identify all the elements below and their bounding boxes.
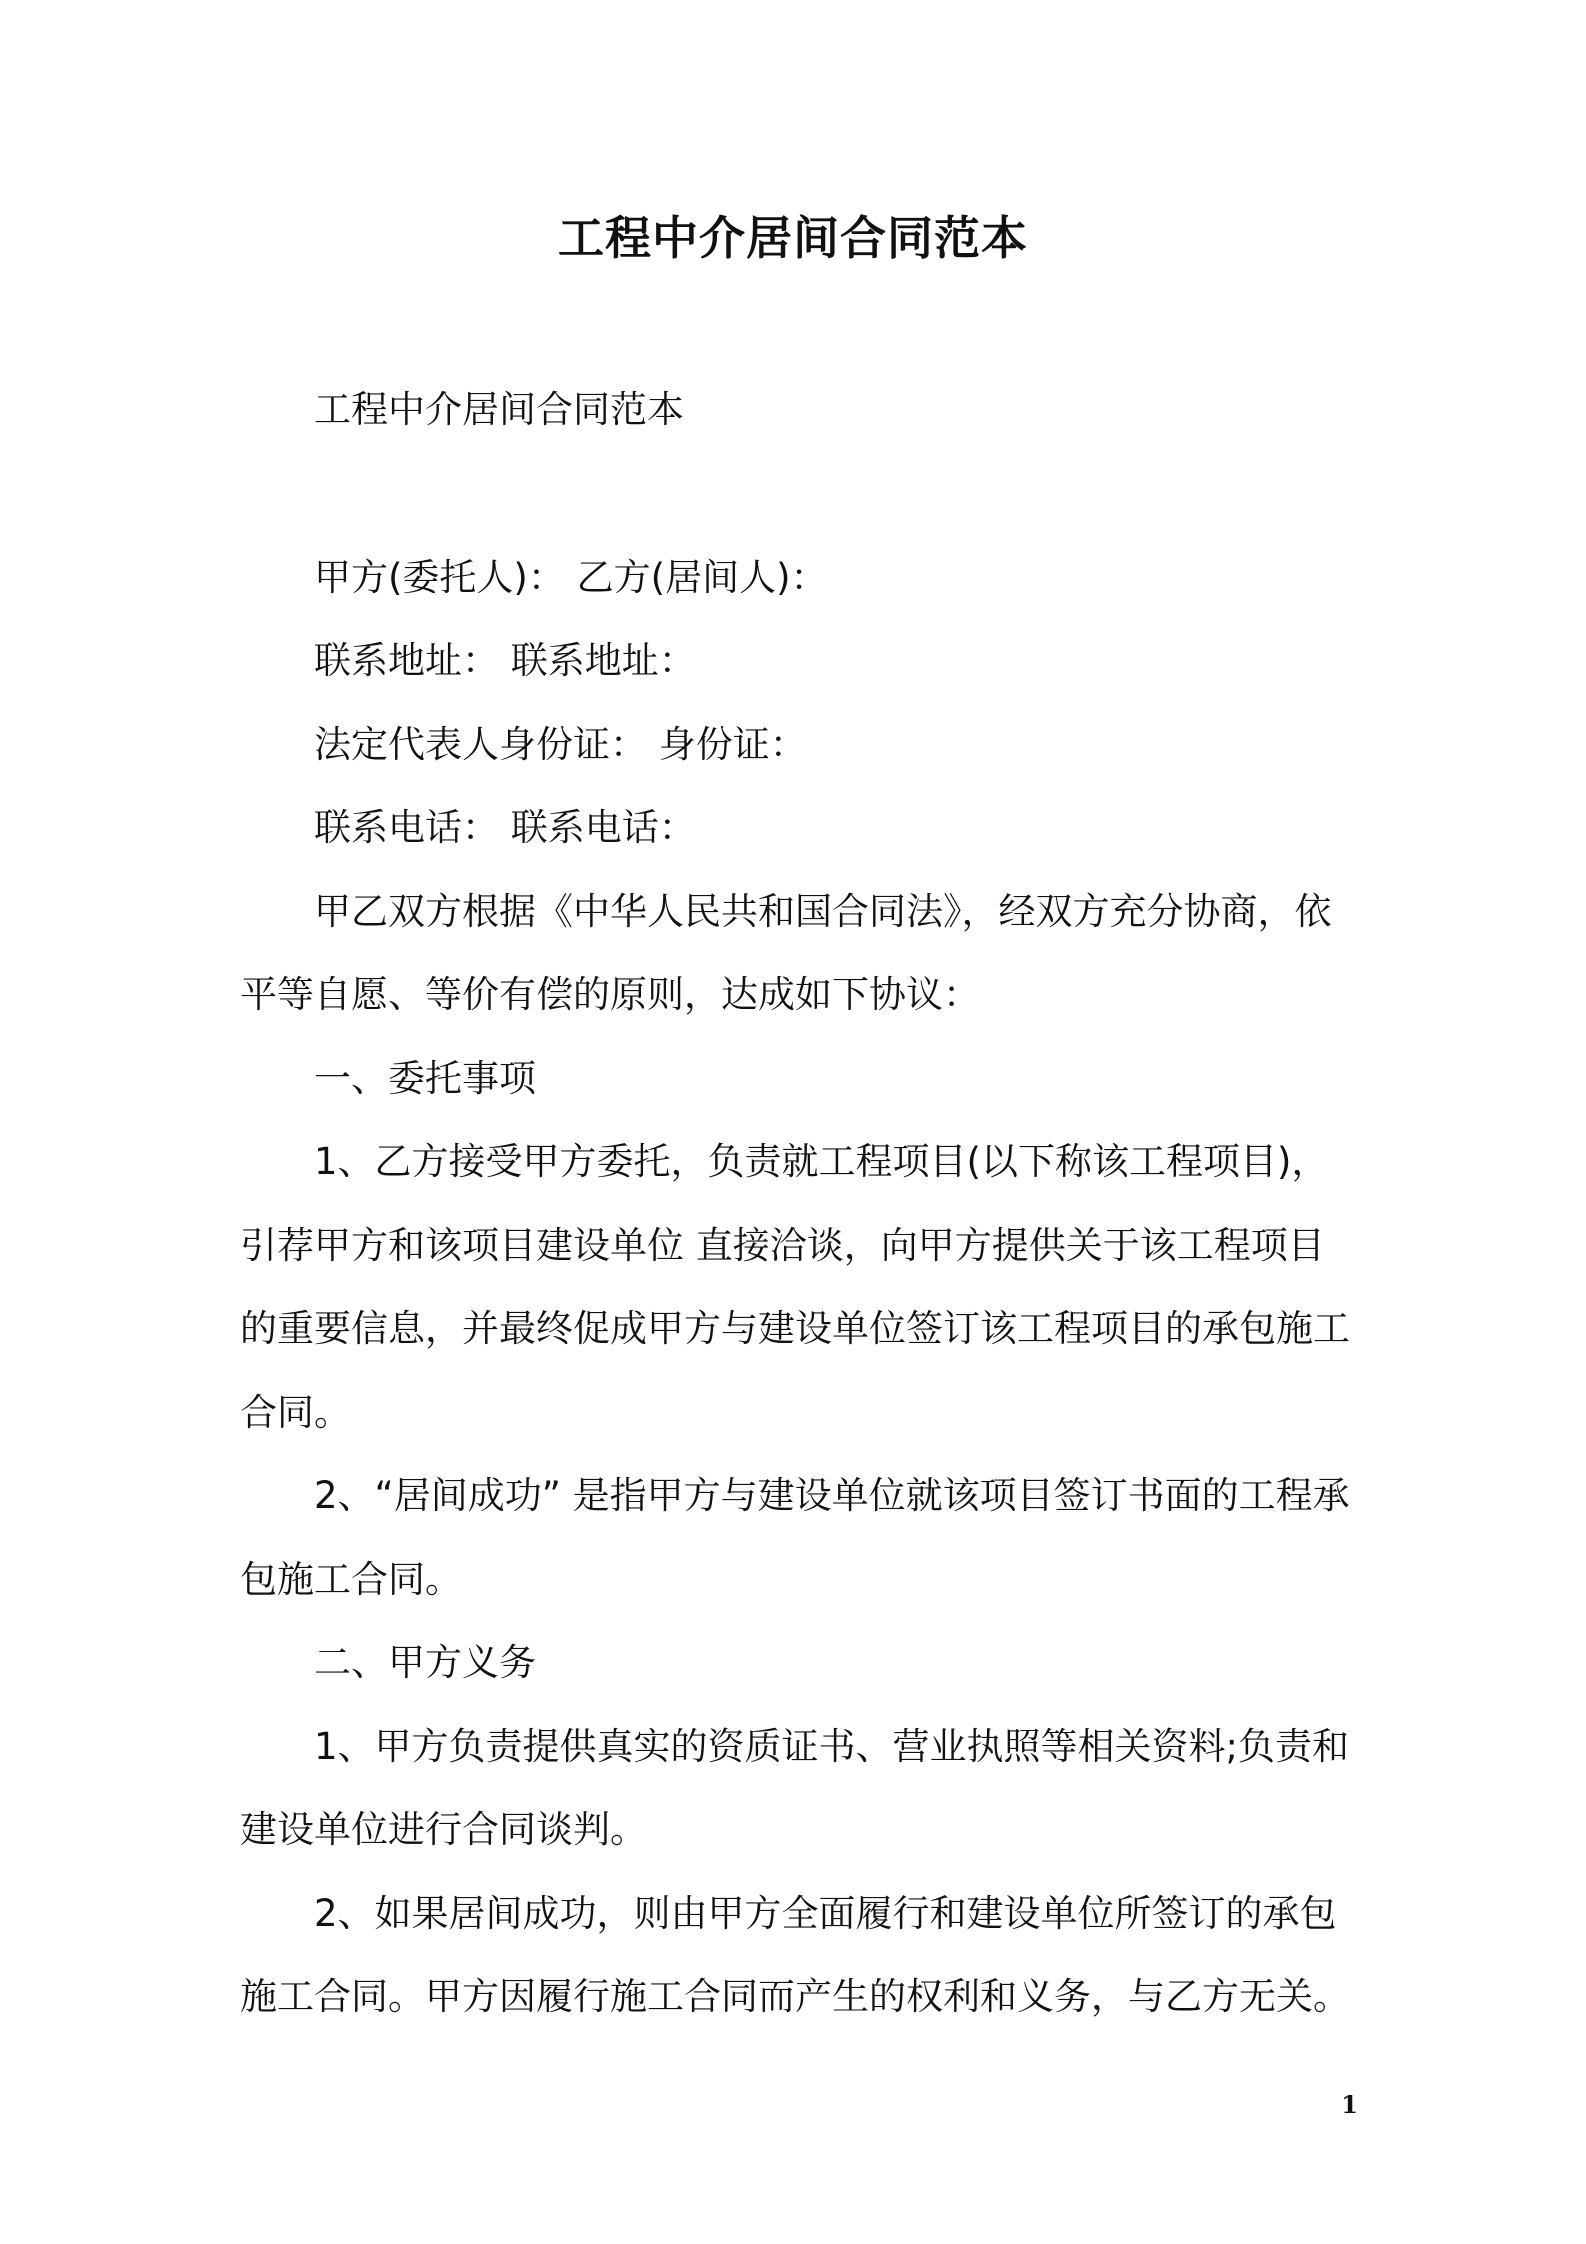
party-a-obligation-2: 2、如果居间成功，则由甲方全面履行和建设单位所签订的承包施工合同。甲方因履行施工合同而产生的权利和义务，与乙方无关。 (240, 1891, 1350, 2018)
document-body (240, 368, 1360, 2039)
entrustment-clause-2: 2、“居间成功” 是指甲方与建设单位就该项目签订书面的工程承包施工合同。 (240, 1474, 1350, 1601)
party-a-obligation-1: 1、甲方负责提供真实的资质证书、营业执照等相关资料;负责和建设单位进行合同谈判。 (240, 1724, 1350, 1851)
section-heading-entrustment: 一、委托事项 (314, 1056, 536, 1100)
party-names-line: 甲方(委托人)： 乙方(居间人)： (314, 555, 828, 599)
contact-phone-line: 联系电话： 联系电话： (314, 806, 696, 849)
section-heading-party-a-obligations: 二、甲方义务 (314, 1641, 536, 1684)
entrustment-clause-1: 1、乙方接受甲方委托，负责就工程项目(以下称该工程项目)，引荐甲方和该项目建设单位 直接洽谈，向甲方提供关于该工程项目的重要信息，并最终促成甲方与建设单位签订该工程项目的承包施工合同。 (240, 1140, 1350, 1434)
agreement-intro-paragraph: 甲乙双方根据《中华人民共和国合同法》，经双方充分协商，依平等自愿、等价有偿的原则，达成如下协议： (240, 889, 1332, 1016)
document-subtitle: 工程中介居间合同范本 (314, 388, 684, 431)
document-title: 工程中介居间合同范本 (558, 211, 1028, 265)
page-number: 1 (1341, 2090, 1358, 2119)
contact-address-line: 联系地址： 联系地址： (314, 639, 696, 682)
id-card-line: 法定代表人身份证： 身份证： (314, 722, 807, 766)
